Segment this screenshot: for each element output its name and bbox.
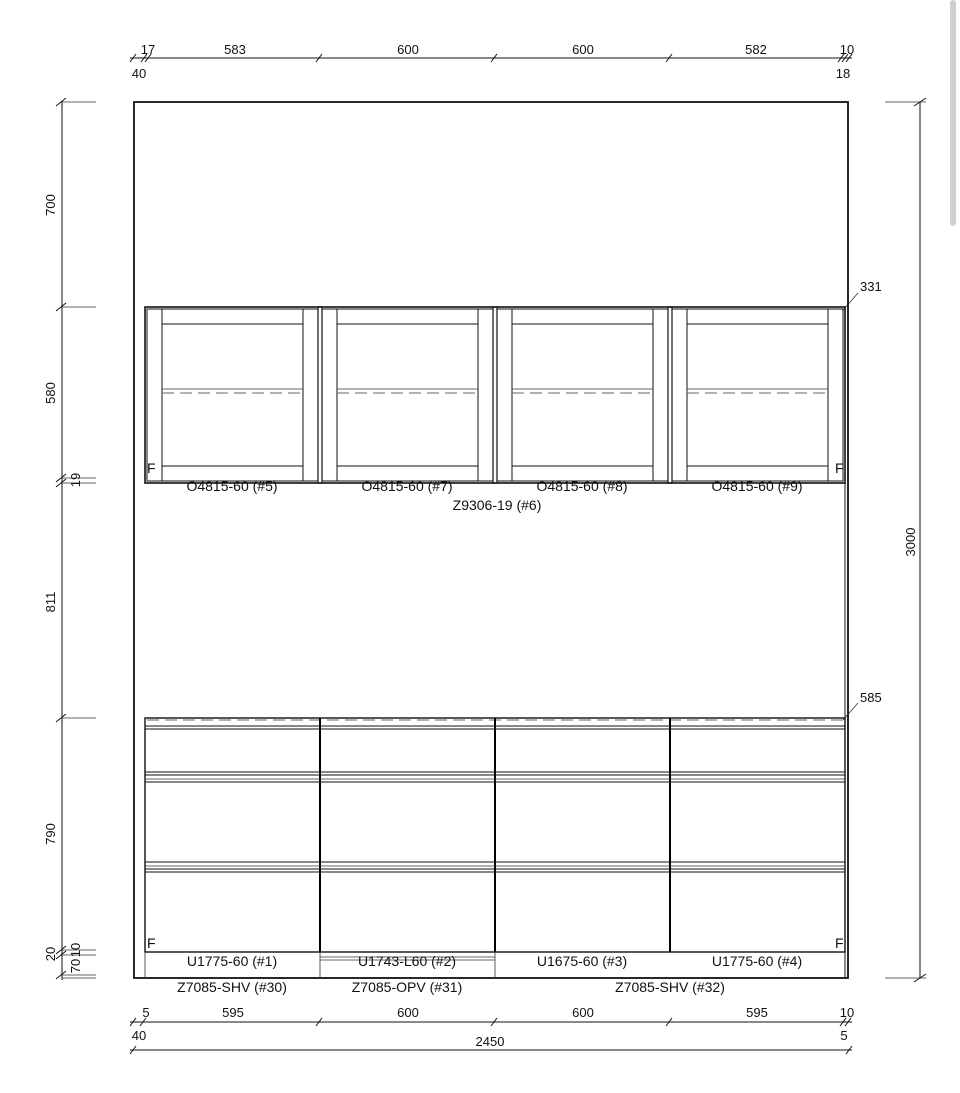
top-dim-3: 600 [397,42,419,57]
left-dimension-chain [43,98,96,980]
top-dim-1: 17 [140,42,156,57]
overall-width-dimension [130,1034,852,1054]
bottom-dim-4: 600 [572,1005,594,1020]
upper-cabinet-label-1: O4815-60 (#5) [186,478,278,494]
upper-cabinet-2 [322,309,493,481]
wall-outline [134,102,848,978]
plinth-label-1: Z7085-SHV (#30) [177,979,287,995]
upper-cabinet-label-3: O4815-60 (#8) [536,478,628,494]
bottom-sub-dim-left: 40 [131,1028,147,1043]
top-dim-4: 600 [572,42,594,57]
left-dim-20: 20 [43,946,58,962]
bottom-dim-6: 10 [839,1005,855,1020]
left-dim-580: 580 [43,382,58,404]
top-sub-dim-left: 40 [131,66,147,81]
left-dim-70: 70 [68,958,83,974]
top-sub-dim-right: 18 [835,66,851,81]
upper-cabinet-3 [497,309,668,481]
upper-cabinet-4 [672,309,843,481]
left-dim-790: 790 [43,823,58,845]
plinth-label-2: Z7085-OPV (#31) [351,979,463,995]
top-dim-2: 583 [224,42,246,57]
top-dim-6: 10 [839,42,855,57]
top-dimension-chain [130,42,854,81]
base-cabinet-label-1: U1775-60 (#1) [186,953,278,969]
bottom-dim-3: 600 [397,1005,419,1020]
bottom-dim-2: 595 [222,1005,244,1020]
base-cabinet-run [145,718,845,995]
top-dim-5: 582 [745,42,767,57]
left-dim-700: 700 [43,194,58,216]
bottom-dim-1: 5 [142,1005,150,1020]
right-dim-331: 331 [860,279,882,294]
base-cabinet-label-3: U1675-60 (#3) [536,953,628,969]
right-dim-585: 585 [860,690,882,705]
upper-cabinet-label-4: O4815-60 (#9) [711,478,803,494]
upper-panel-label: Z9306-19 (#6) [452,497,542,513]
bottom-dim-5: 595 [746,1005,768,1020]
upper-mark-right: F [835,460,844,476]
left-dim-10: 10 [68,942,83,958]
bottom-sub-dim-right: 5 [840,1028,848,1043]
right-dim-3000: 3000 [903,527,918,557]
upper-cabinet-label-2: O4815-60 (#7) [361,478,453,494]
right-dimension-chain [843,98,926,982]
overall-width: 2450 [475,1034,505,1049]
base-cabinet-label-4: U1775-60 (#4) [711,953,803,969]
vertical-scrollbar[interactable] [950,0,956,226]
upper-mark-left: F [147,460,156,476]
left-dim-19: 19 [68,472,83,488]
upper-cabinet-run [145,307,845,513]
plinth-label-3: Z7085-SHV (#32) [615,979,725,995]
base-mark-left: F [147,935,156,951]
upper-cabinet-1 [147,309,318,481]
left-dim-811: 811 [43,591,58,613]
base-cabinet-label-2: U1743-L60 (#2) [357,953,457,969]
base-mark-right: F [835,935,844,951]
